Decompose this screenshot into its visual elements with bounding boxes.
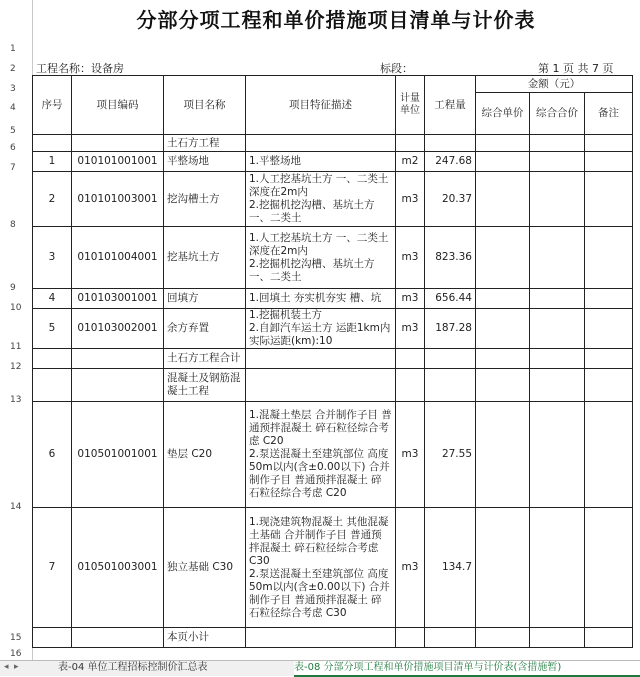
cell-code[interactable] — [72, 369, 164, 402]
row-number-label: 16 — [10, 649, 22, 659]
row-number[interactable] — [0, 154, 33, 175]
cell-qty[interactable] — [425, 628, 476, 648]
cell-unit-price[interactable] — [476, 402, 530, 508]
header-total: 综合合价 — [530, 93, 585, 135]
cell-total[interactable] — [530, 289, 585, 309]
cell-code[interactable] — [72, 135, 164, 152]
cell-note[interactable] — [585, 135, 633, 152]
cell-note[interactable] — [585, 508, 633, 628]
cell-code[interactable]: 010501003001 — [72, 508, 164, 628]
cell-total[interactable] — [530, 402, 585, 508]
cell-total[interactable] — [530, 309, 585, 349]
cell-total[interactable] — [530, 508, 585, 628]
project-name-label: 工程名称：设备房 — [36, 62, 124, 75]
row-number-label: 15 — [10, 633, 22, 643]
cell-note[interactable] — [585, 309, 633, 349]
cell-code[interactable]: 010101004001 — [72, 227, 164, 289]
header-name: 项目名称 — [164, 76, 246, 135]
cell-seq[interactable]: 4 — [33, 289, 72, 309]
cell-name[interactable]: 垫层 C20 — [164, 402, 246, 508]
cell-unit[interactable]: m3 — [396, 309, 425, 349]
cell-unit[interactable] — [396, 628, 425, 648]
row-number-label: 2 — [10, 64, 16, 74]
section-label: 标段： — [380, 62, 413, 75]
row-number-label: 4 — [10, 103, 16, 113]
row-number-label: 9 — [10, 283, 16, 293]
cell-code[interactable] — [72, 628, 164, 648]
cell-unit-price[interactable] — [476, 628, 530, 648]
cell-qty[interactable]: 20.37 — [425, 172, 476, 227]
cell-total[interactable] — [530, 369, 585, 402]
cell-seq[interactable]: 6 — [33, 402, 72, 508]
cell-desc[interactable] — [246, 369, 396, 402]
cell-name[interactable]: 挖沟槽土方 — [164, 172, 246, 227]
table-row — [33, 309, 633, 349]
cell-unit[interactable]: m2 — [396, 152, 425, 172]
cell-total[interactable] — [530, 628, 585, 648]
cell-qty[interactable]: 247.68 — [425, 152, 476, 172]
row-number[interactable] — [0, 55, 33, 76]
cell-qty[interactable]: 656.44 — [425, 289, 476, 309]
row-number[interactable] — [0, 137, 33, 155]
table-row — [33, 508, 633, 628]
cell-seq[interactable]: 1 — [33, 152, 72, 172]
row-number[interactable] — [0, 644, 33, 661]
bill-of-quantities-table — [32, 75, 633, 648]
cell-total[interactable] — [530, 349, 585, 369]
cell-unit-price[interactable] — [476, 152, 530, 172]
table-row — [33, 369, 633, 402]
cell-code[interactable]: 010101001001 — [72, 152, 164, 172]
row-number-label: 7 — [10, 163, 16, 173]
cell-unit-price[interactable] — [476, 309, 530, 349]
cell-desc[interactable]: 1.现浇建筑物混凝土 其他混凝土基础 合并制作子目 普通预拌混凝土 碎石粒径综合考虑 C30 2.泵送混凝土至建筑部位 高度50m以内(含±0.00以下) 合并制作子目 普通预拌混凝土 碎石粒径综合考虑 C30 — [246, 508, 396, 628]
table-row — [33, 402, 633, 508]
cell-desc[interactable]: 1.人工挖基坑土方 一、二类土 深度在2m内 2.挖掘机挖沟槽、基坑土方 一、二类土 — [246, 172, 396, 227]
row-number[interactable] — [0, 174, 33, 232]
cell-seq[interactable] — [33, 369, 72, 402]
cell-name[interactable]: 回填方 — [164, 289, 246, 309]
cell-qty[interactable] — [425, 135, 476, 152]
cell-name[interactable]: 余方弃置 — [164, 309, 246, 349]
cell-unit-price[interactable] — [476, 135, 530, 152]
cell-desc[interactable]: 1.挖掘机装土方 2.自卸汽车运土方 运距1km内 实际运距(km):10 — [246, 309, 396, 349]
table-row — [33, 152, 633, 172]
cell-unit-price[interactable] — [476, 227, 530, 289]
row-number-label: 10 — [10, 303, 22, 313]
cell-code[interactable]: 010501001001 — [72, 402, 164, 508]
header-seq: 序号 — [33, 76, 72, 135]
cell-desc[interactable]: 1.人工挖基坑土方 一、二类土 深度在2m内 2.挖掘机挖沟槽、基坑土方 一、二类土 — [246, 227, 396, 289]
cell-unit[interactable] — [396, 135, 425, 152]
header-note: 备注 — [585, 93, 633, 135]
cell-note[interactable] — [585, 369, 633, 402]
cell-name[interactable]: 混凝土及钢筋混凝土工程 — [164, 369, 246, 402]
cell-note[interactable] — [585, 628, 633, 648]
cell-qty[interactable] — [425, 369, 476, 402]
header-unit-price: 综合单价 — [476, 93, 530, 135]
cell-note[interactable] — [585, 227, 633, 289]
header-code: 项目编码 — [72, 76, 164, 135]
row-number-label: 13 — [10, 395, 22, 405]
cell-unit[interactable] — [396, 369, 425, 402]
cell-name[interactable]: 土石方工程 — [164, 135, 246, 152]
cell-seq[interactable] — [33, 135, 72, 152]
row-number-label: 6 — [10, 143, 16, 153]
row-number-label: 14 — [10, 502, 22, 512]
cell-qty[interactable]: 27.55 — [425, 402, 476, 508]
cell-unit[interactable]: m3 — [396, 227, 425, 289]
cell-unit-price[interactable] — [476, 349, 530, 369]
table-row — [33, 349, 633, 369]
cell-qty[interactable]: 187.28 — [425, 309, 476, 349]
table-row — [33, 227, 633, 289]
sheet-tab-summary[interactable]: 表-04 单位工程招标控制价汇总表 — [58, 662, 208, 673]
cell-seq[interactable] — [33, 628, 72, 648]
cell-note[interactable] — [585, 289, 633, 309]
row-number[interactable] — [0, 95, 33, 115]
cell-note[interactable] — [585, 172, 633, 227]
sheet-tab-bar — [0, 660, 640, 676]
cell-code[interactable]: 010101003001 — [72, 172, 164, 227]
tab-scroll-left-icon[interactable]: ◂ — [4, 662, 9, 672]
cell-name[interactable]: 本页小计 — [164, 628, 246, 648]
cell-unit[interactable] — [396, 349, 425, 369]
row-number[interactable] — [0, 314, 33, 354]
cell-unit[interactable]: m3 — [396, 402, 425, 508]
cell-total[interactable] — [530, 172, 585, 227]
cell-note[interactable] — [585, 349, 633, 369]
cell-name[interactable]: 独立基础 C30 — [164, 508, 246, 628]
cell-qty[interactable]: 823.36 — [425, 227, 476, 289]
row-number[interactable] — [0, 114, 33, 138]
row-number[interactable] — [0, 231, 33, 295]
cell-note[interactable] — [585, 152, 633, 172]
cell-name[interactable]: 平整场地 — [164, 152, 246, 172]
cell-desc[interactable] — [246, 135, 396, 152]
cell-code[interactable]: 010103001001 — [72, 289, 164, 309]
cell-code[interactable]: 010103002001 — [72, 309, 164, 349]
cell-seq[interactable] — [33, 349, 72, 369]
header-qty: 工程量 — [425, 76, 476, 135]
row-number-label: 11 — [10, 342, 22, 352]
row-number[interactable] — [0, 75, 33, 96]
page-indicator: 第 1 页 共 7 页 — [538, 62, 614, 75]
cell-desc[interactable] — [246, 628, 396, 648]
row-number[interactable] — [0, 294, 33, 315]
row-number[interactable] — [0, 406, 33, 514]
cell-seq[interactable]: 7 — [33, 508, 72, 628]
cell-desc[interactable]: 1.平整场地 — [246, 152, 396, 172]
row-number-label: 8 — [10, 220, 16, 230]
tab-scroll-right-icon[interactable]: ▸ — [14, 662, 19, 672]
cell-desc[interactable] — [246, 349, 396, 369]
header-unit: 计量单位 — [396, 76, 425, 135]
cell-name[interactable]: 土石方工程合计 — [164, 349, 246, 369]
row-number[interactable] — [0, 373, 33, 407]
cell-qty[interactable] — [425, 349, 476, 369]
cell-total[interactable] — [530, 152, 585, 172]
cell-unit-price[interactable] — [476, 369, 530, 402]
cell-qty[interactable]: 134.7 — [425, 508, 476, 628]
cell-unit-price[interactable] — [476, 172, 530, 227]
table-row — [33, 172, 633, 227]
row-number-label: 12 — [10, 362, 22, 372]
sheet-tab-bill[interactable]: 表-08 分部分项工程和单价措施项目清单与计价表(含措施暂) — [294, 661, 640, 677]
row-number-label: 5 — [10, 126, 16, 136]
cell-code[interactable] — [72, 349, 164, 369]
cell-unit[interactable]: m3 — [396, 289, 425, 309]
cell-unit[interactable]: m3 — [396, 508, 425, 628]
row-number[interactable] — [0, 513, 33, 645]
cell-desc[interactable]: 1.混凝土垫层 合并制作子目 普通预拌混凝土 碎石粒径综合考虑 C20 2.泵送混凝土至建筑部位 高度50m以内(含±0.00以下) 合并制作子目 普通预拌混凝土 碎石粒径综合考虑 C20 — [246, 402, 396, 508]
cell-seq[interactable]: 5 — [33, 309, 72, 349]
table-row — [33, 628, 633, 648]
cell-unit[interactable]: m3 — [396, 172, 425, 227]
cell-note[interactable] — [585, 402, 633, 508]
cell-seq[interactable]: 2 — [33, 172, 72, 227]
table-row — [33, 289, 633, 309]
cell-desc[interactable]: 1.回填土 夯实机夯实 槽、坑 — [246, 289, 396, 309]
row-number-label: 1 — [10, 44, 16, 54]
row-number[interactable] — [0, 353, 33, 374]
cell-total[interactable] — [530, 135, 585, 152]
sheet-title: 分部分项工程和单价措施项目清单与计价表 — [136, 8, 536, 32]
cell-unit-price[interactable] — [476, 289, 530, 309]
header-desc: 项目特征描述 — [246, 76, 396, 135]
row-number-label: 3 — [10, 84, 16, 94]
cell-name[interactable]: 挖基坑土方 — [164, 227, 246, 289]
table-row — [33, 135, 633, 152]
cell-unit-price[interactable] — [476, 508, 530, 628]
cell-seq[interactable]: 3 — [33, 227, 72, 289]
cell-total[interactable] — [530, 227, 585, 289]
header-amount: 金额（元） — [476, 76, 633, 93]
row-number[interactable] — [0, 0, 33, 56]
